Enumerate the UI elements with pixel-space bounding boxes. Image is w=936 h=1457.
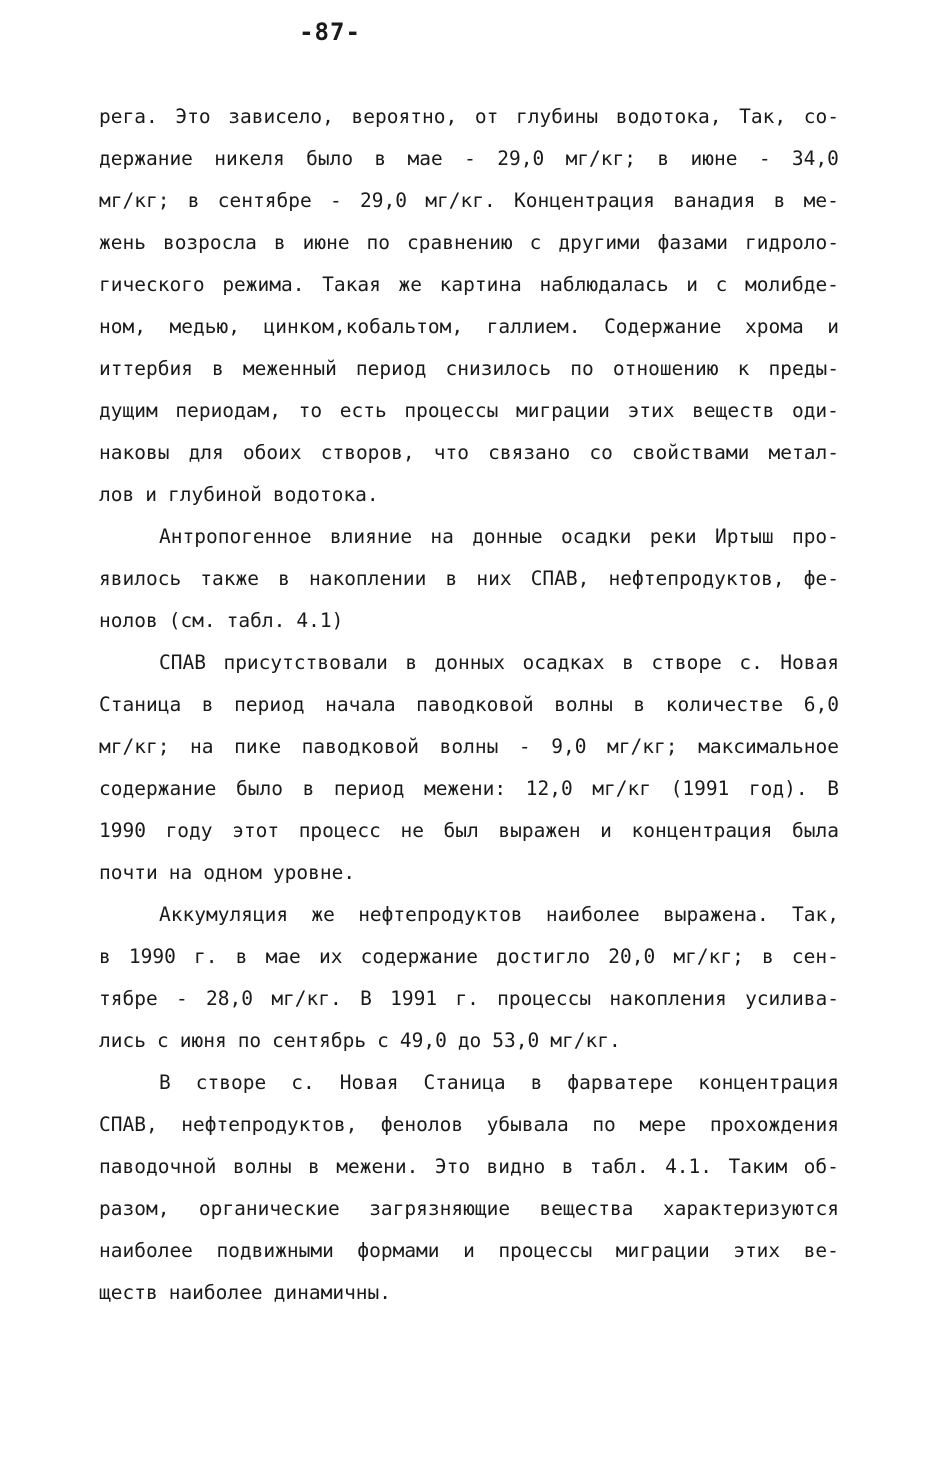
text-line: наиболее подвижными формами и процессы миграции этих ве- — [99, 1239, 839, 1262]
text-line: разом, органические загрязняющие вещества характеризуются — [99, 1197, 839, 1220]
text-line: паводочной волны в межени. Это видно в табл. 4.1. Таким об- — [99, 1155, 839, 1178]
text-line: дущим периодам, то есть процессы миграции этих веществ оди- — [99, 399, 839, 422]
text-line: держание никеля было в мае - 29,0 мг/кг; в июне - 34,0 — [99, 147, 839, 170]
text-line: мг/кг; на пике паводковой волны - 9,0 мг/кг; максимальное — [99, 735, 839, 758]
text-line: ном, медью, цинком,кобальтом, галлием. Содержание хрома и — [99, 315, 839, 338]
text-line: нолов (см. табл. 4.1) — [99, 609, 344, 632]
text-line: Антропогенное влияние на донные осадки реки Иртыш про- — [159, 525, 839, 548]
text-line: в 1990 г. в мае их содержание достигло 20,0 мг/кг; в сен- — [99, 945, 839, 968]
text-line: явилось также в накоплении в них СПАВ, нефтепродуктов, фе- — [99, 567, 839, 590]
text-line: рега. Это зависело, вероятно, от глубины водотока, Так, со- — [99, 105, 839, 128]
text-line: тябре - 28,0 мг/кг. В 1991 г. процессы накопления усилива- — [99, 987, 839, 1010]
text-line: В створе с. Новая Станица в фарватере концентрация — [159, 1071, 839, 1094]
text-line: лов и глубиной водотока. — [99, 483, 379, 506]
text-line: СПАВ присутствовали в донных осадках в створе с. Новая — [159, 651, 839, 674]
text-line: содержание было в период межени: 12,0 мг/кг (1991 год). В — [99, 777, 839, 800]
page-number: -87- — [299, 18, 361, 46]
paragraph — [99, 1062, 839, 1314]
paragraph — [99, 894, 839, 1062]
text-line: иттербия в меженный период снизилось по отношению к преды- — [99, 357, 839, 380]
text-line: Станица в период начала паводковой волны в количестве 6,0 — [99, 693, 839, 716]
text-line: СПАВ, нефтепродуктов, фенолов убывала по мере прохождения — [99, 1113, 839, 1136]
text-line: мг/кг; в сентябре - 29,0 мг/кг. Концентрация ванадия в ме- — [99, 189, 839, 212]
paragraph — [99, 96, 839, 516]
document-body — [99, 96, 839, 1314]
paragraph — [99, 642, 839, 894]
text-line: почти на одном уровне. — [99, 861, 356, 884]
text-line: гического режима. Такая же картина наблюдалась и с молибде- — [99, 273, 839, 296]
text-line: 1990 году этот процесс не был выражен и концентрация была — [99, 819, 839, 842]
paragraph — [99, 516, 839, 642]
text-line: ществ наиболее динамичны. — [99, 1281, 392, 1304]
text-line: наковы для обоих створов, что связано со свойствами метал- — [99, 441, 839, 464]
text-line: жень возросла в июне по сравнению с другими фазами гидроло- — [99, 231, 839, 254]
text-line: Аккумуляция же нефтепродуктов наиболее выражена. Так, — [159, 903, 839, 926]
text-line: лись с июня по сентябрь с 49,0 до 53,0 мг/кг. — [99, 1029, 621, 1052]
